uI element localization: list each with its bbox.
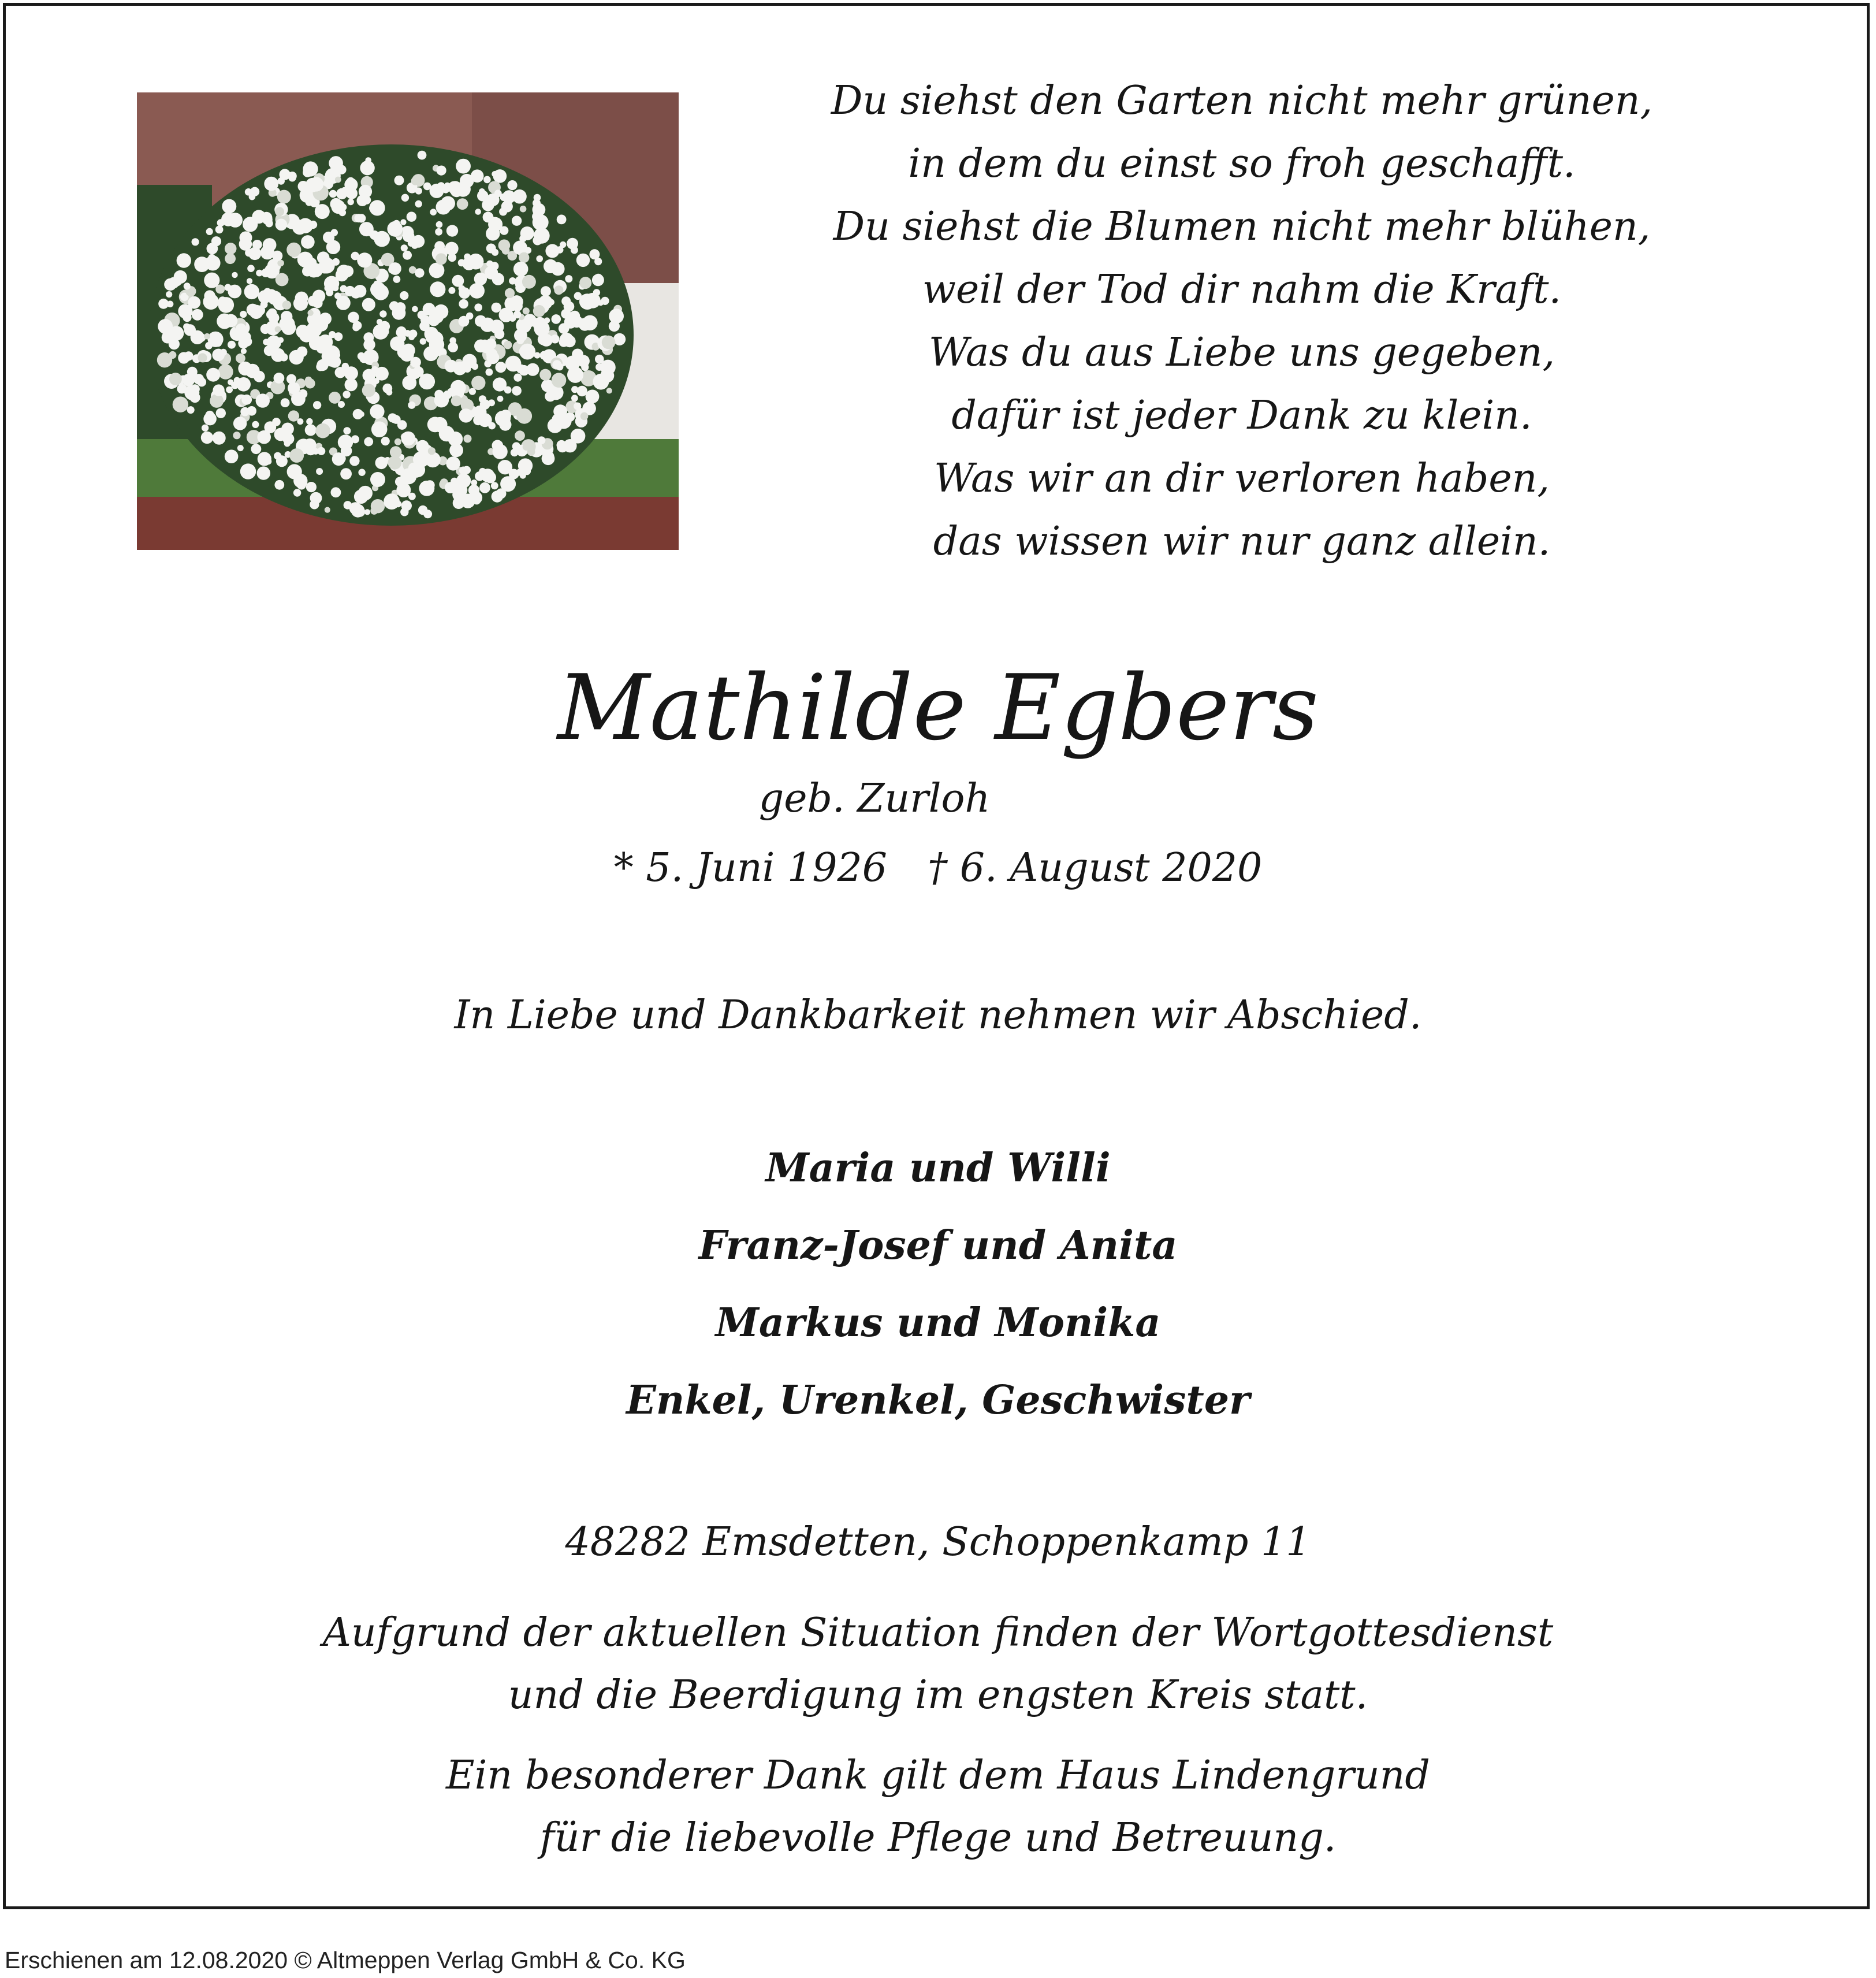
- mourning-address: 48282 Emsdetten, Schoppenkamp 11: [565, 1519, 1311, 1565]
- life-dates: [0, 842, 1876, 894]
- thanks-line: Ein besonderer Dank gilt dem Haus Lindengrund: [446, 1753, 1430, 1798]
- poem-line: Was du aus Liebe uns gegeben,: [928, 330, 1555, 375]
- mourner-entry: Enkel, Urenkel, Geschwister: [626, 1377, 1250, 1423]
- deceased-name: Mathilde Egbers: [557, 655, 1319, 760]
- mourner-entry: Maria und Willi: [765, 1145, 1111, 1191]
- flowering-shrub-photo: [137, 92, 679, 550]
- thanks-line: für die liebevolle Pflege und Betreuung.: [539, 1815, 1337, 1861]
- poem-line: das wissen wir nur ganz allein.: [933, 519, 1551, 564]
- thanks-note: [0, 1745, 1876, 1869]
- farewell-text: In Liebe und Dankbarkeit nehmen wir Abschied.: [454, 992, 1422, 1038]
- poem-line: Was wir an dir verloren haben,: [934, 456, 1550, 501]
- death-date: † 6. August 2020: [928, 845, 1263, 891]
- mourner-entry: Franz-Josef und Anita: [698, 1222, 1178, 1269]
- notice-line: und die Beerdigung im engsten Kreis statt.: [508, 1672, 1368, 1718]
- maiden-name: geb. Zurloh: [758, 776, 991, 821]
- poem-line: weil der Tod dir nahm die Kraft.: [922, 267, 1562, 313]
- poem-line: in dem du einst so froh geschafft.: [908, 141, 1576, 187]
- mourners-list: [0, 1129, 1876, 1439]
- mourner-entry: Markus und Monika: [715, 1300, 1161, 1346]
- poem-line: Du siehst den Garten nicht mehr grünen,: [831, 78, 1653, 124]
- poem-line: dafür ist jeder Dank zu klein.: [951, 393, 1532, 438]
- notice-line: Aufgrund der aktuellen Situation finden der Wortgottesdienst: [322, 1610, 1554, 1656]
- publication-footer: Erschienen am 12.08.2020 © Altmeppen Verlag GmbH & Co. KG: [5, 1947, 686, 1973]
- poem: [722, 69, 1762, 573]
- funeral-notice: [0, 1602, 1876, 1727]
- birth-date: * 5. Juni 1926: [613, 845, 888, 891]
- poem-line: Du siehst die Blumen nicht mehr blühen,: [833, 204, 1651, 250]
